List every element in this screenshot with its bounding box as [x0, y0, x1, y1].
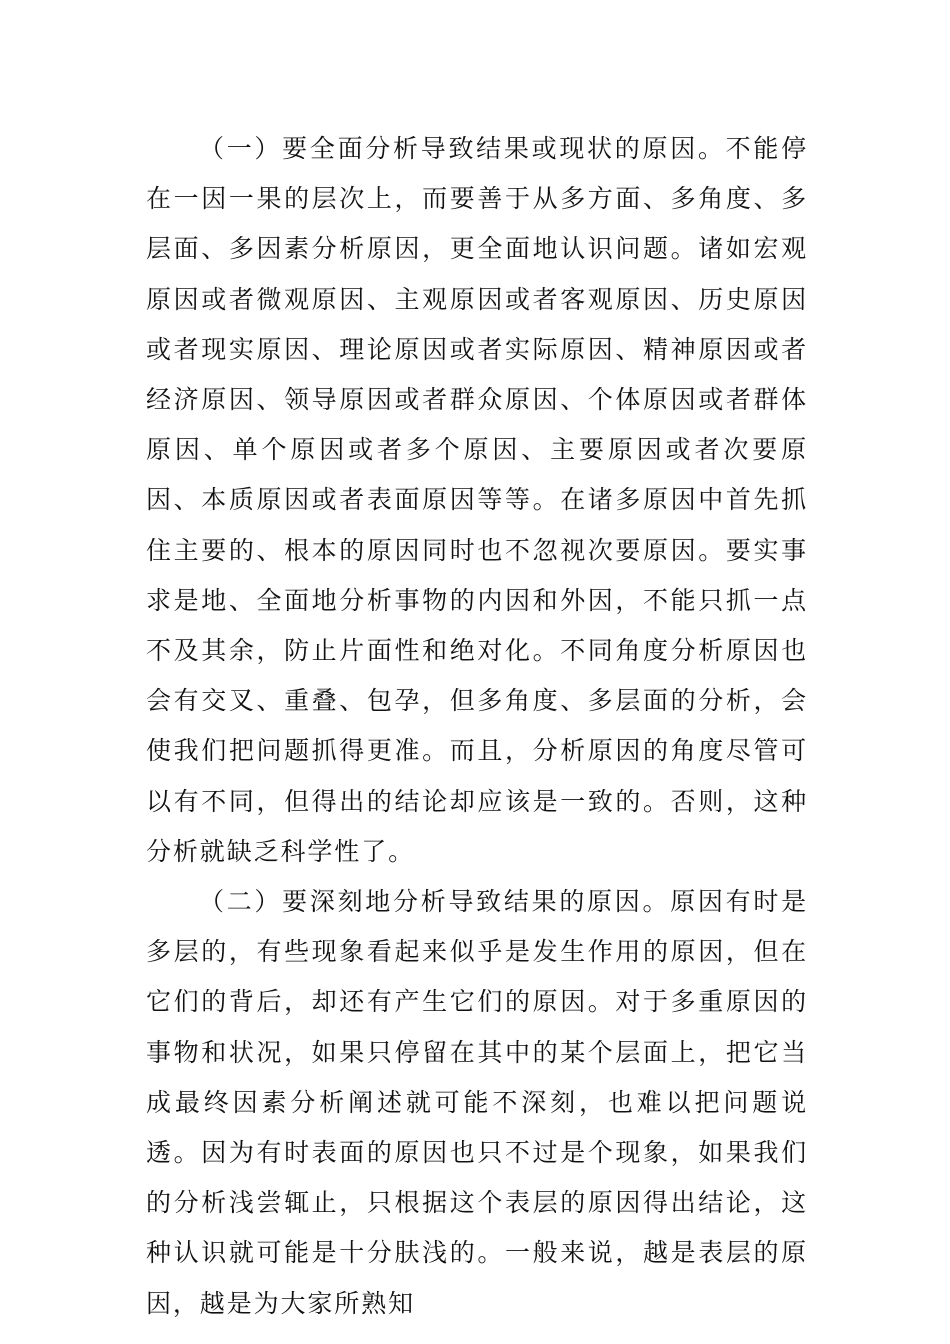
paragraph-deep-analysis: （二）要深刻地分析导致结果的原因。原因有时是多层的，有些现象看起来似乎是发生作用的原因，但在它们的背后，却还有产生它们的原因。对于多重原因的事物和状况，如果只停留在其中的某个层面上，把它当成最终因素分析阐述就可能不深刻，也难以把问题说透。因为有时表面的原因也只不过是个现象，如果我们的分析浅尝辄止，只根据这个表层的原因得出结论，这种认识就可能是十分肤浅的。一般来说，越是表层的原因，越是为大家所熟知 [146, 887, 808, 1318]
paragraph-comprehensive-analysis: （一）要全面分析导致结果或现状的原因。不能停在一因一果的层次上，而要善于从多方面、多角度、多层面、多因素分析原因，更全面地认识问题。诸如宏观原因或者微观原因、主观原因或者客观原因、历史原因或者现实原因、理论原因或者实际原因、精神原因或者经济原因、领导原因或者群众原因、个体原因或者群体原因、单个原因或者多个原因、主要原因或者次要原因、本质原因或者表面原因等等。在诸多原因中首先抓住主要的、根本的原因同时也不忽视次要原因。要实事求是地、全面地分析事物的内因和外因，不能只抓一点不及其余，防止片面性和绝对化。不同角度分析原因也会有交叉、重叠、包孕，但多角度、多层面的分析，会使我们把问题抓得更准。而且，分析原因的角度尽管可以有不同，但得出的结论却应该是一致的。否则，这种分析就缺乏科学性了。 [146, 134, 808, 866]
document-body [146, 124, 808, 1329]
